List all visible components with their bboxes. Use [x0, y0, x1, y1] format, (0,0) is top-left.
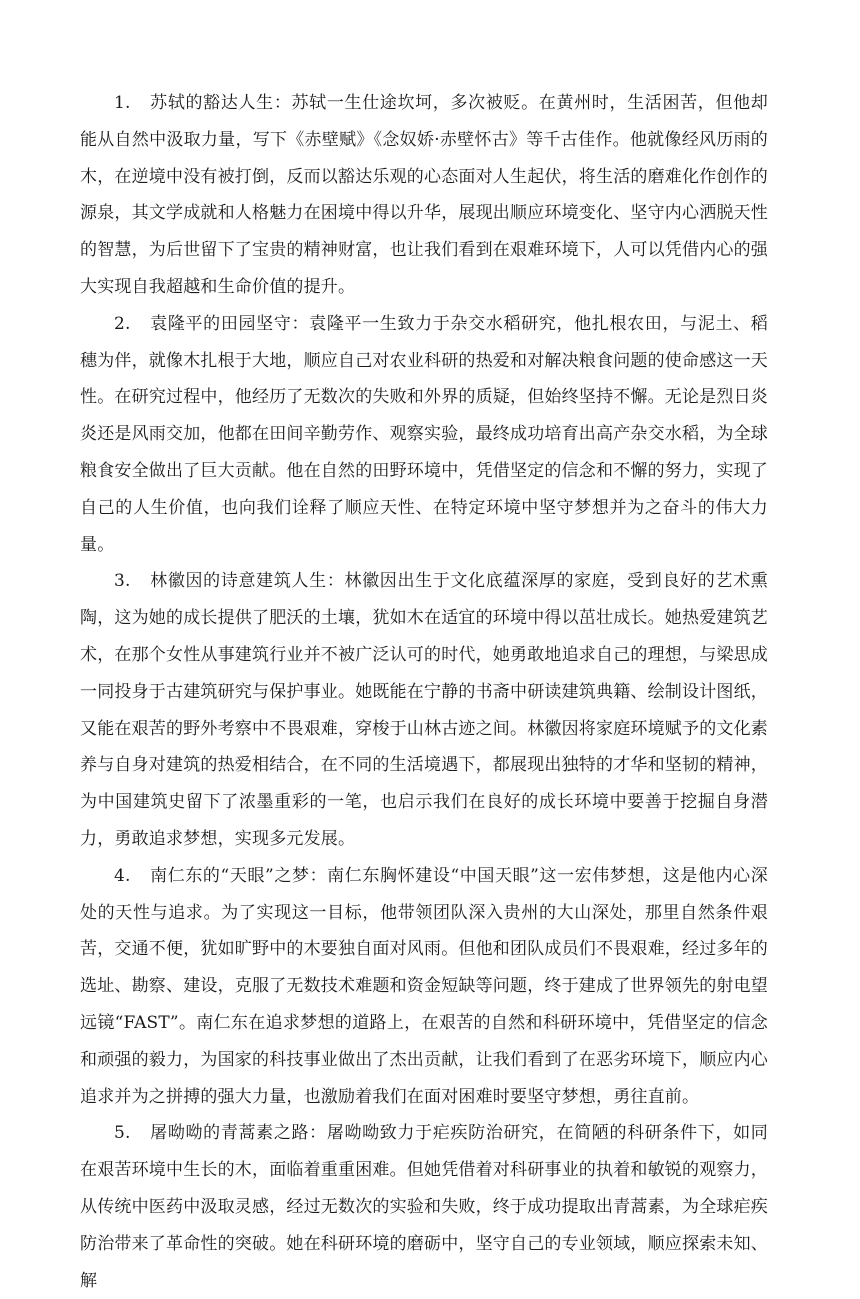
paragraph-item-4 [80, 858, 768, 1116]
paragraph-item-2 [80, 306, 768, 564]
paragraph-text: 屠呦呦的青蒿素之路：屠呦呦致力于疟疾防治研究，在简陋的科研条件下，如同在艰苦环境中生长的木，面临着重重困难。但她凭借着对科研事业的执着和敏锐的观察力，从传统中医药中汲取灵感，经过无数次的实验和失败，终于成功提取出青蒿素，为全球疟疾防治带来了革命性的突破。她在科研环境的磨砺中，坚守自己的专业领域，顺应探索未知、解 [80, 1123, 768, 1291]
paragraph-item-5 [80, 1115, 768, 1299]
paragraph-text: 苏轼的豁达人生：苏轼一生仕途坎坷，多次被贬。在黄州时，生活困苦，但他却能从自然中汲取力量，写下《赤壁赋》《念奴娇·赤壁怀古》等千古佳作。他就像经风历雨的木，在逆境中没有被打倒，反而以豁达乐观的心态面对人生起伏，将生活的磨难化作创作的源泉，其文学成就和人格魅力在困境中得以升华，展现出顺应环境变化、坚守内心洒脱天性的智慧，为后世留下了宝贵的精神财富，也让我们看到在艰难环境下，人可以凭借内心的强大实现自我超越和生命价值的提升。 [80, 93, 768, 297]
paragraph-text: 南仁东的“天眼”之梦：南仁东胸怀建设“中国天眼”这一宏伟梦想，这是他内心深处的天性与追求。为了实现这一目标，他带领团队深入贵州的大山深处，那里自然条件艰苦，交通不便，犹如旷野中的木要独自面对风雨。但他和团队成员们不畏艰难，经过多年的选址、勘察、建设，克服了无数技术难题和资金短缺等问题，终于建成了世界领先的射电望远镜“FAST”。南仁东在追求梦想的道路上，在艰苦的自然和科研环境中，凭借坚定的信念和顽强的毅力，为国家的科技事业做出了杰出贡献，让我们看到了在恶劣环境下，顺应内心追求并为之拼搏的强大力量，也激励着我们在面对困难时要坚守梦想，勇往直前。 [80, 865, 768, 1107]
paragraph-item-3 [80, 563, 768, 857]
item-number: 2. [114, 313, 131, 334]
item-number: 3. [114, 571, 131, 592]
item-number: 1. [114, 93, 131, 113]
paragraph-item-1 [80, 85, 768, 306]
paragraph-text: 林徽因的诗意建筑人生：林徽因出生于文化底蕴深厚的家庭，受到良好的艺术熏陶，这为她的成长提供了肥沃的土壤，犹如木在适宜的环境中得以茁壮成长。她热爱建筑艺术，在那个女性从事建筑行业并不被广泛认可的时代，她勇敢地追求自己的理想，与梁思成一同投身于古建筑研究与保护事业。她既能在宁静的书斋中研读建筑典籍、绘制设计图纸，又能在艰苦的野外考察中不畏艰难，穿梭于山林古迹之间。林徽因将家庭环境赋予的文化素养与自身对建筑的热爱相结合，在不同的生活境遇下，都展现出独特的才华和坚韧的精神，为中国建筑史留下了浓墨重彩的一笔，也启示我们在良好的成长环境中要善于挖掘自身潜力，勇敢追求梦想，实现多元发展。 [80, 571, 768, 849]
item-number: 4. [114, 865, 131, 886]
document-body [80, 85, 768, 1299]
item-number: 5. [114, 1123, 131, 1144]
paragraph-text: 袁隆平的田园坚守：袁隆平一生致力于杂交水稻研究，他扎根农田，与泥土、稻穗为伴，就像木扎根于大地，顺应自己对农业科研的热爱和对解决粮食问题的使命感这一天性。在研究过程中，他经历了无数次的失败和外界的质疑，但始终坚持不懈。无论是烈日炎炎还是风雨交加，他都在田间辛勤劳作、观察实验，最终成功培育出高产杂交水稻，为全球粮食安全做出了巨大贡献。他在自然的田野环境中，凭借坚定的信念和不懈的努力，实现了自己的人生价值，也向我们诠释了顺应天性、在特定环境中坚守梦想并为之奋斗的伟大力量。 [80, 313, 768, 555]
